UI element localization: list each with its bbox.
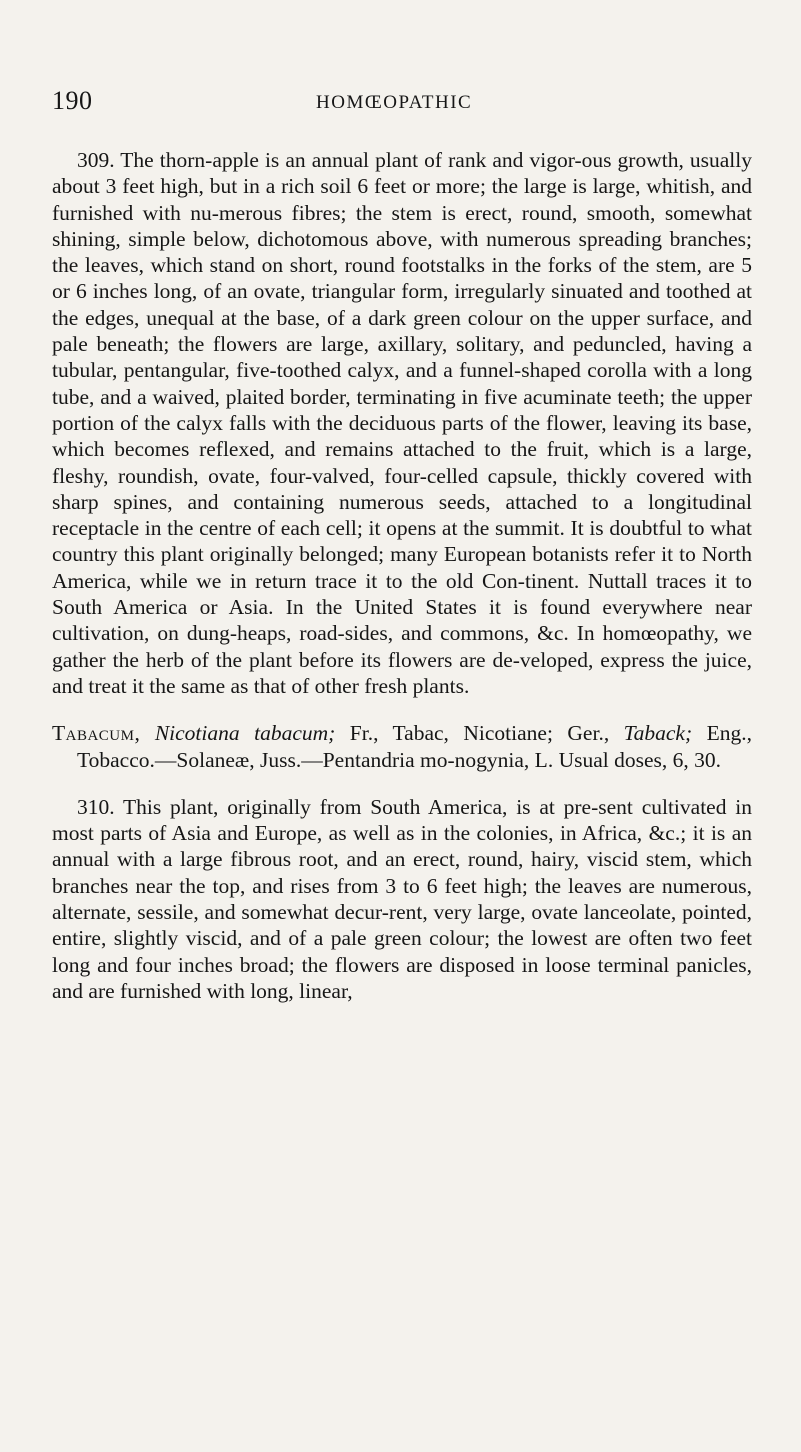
body-text <box>52 147 752 1004</box>
entry-tabacum <box>52 720 752 773</box>
page-number: 190 <box>52 86 93 115</box>
running-head <box>52 86 752 120</box>
paragraph-310: 310. This plant, originally from South America, is at pre-sent cultivated in most parts of Asia and Europe, as well as in the colonies, in Africa, &c.; it is an annual with a large fibrous root, and an erect, round, hairy, viscid stem, which branches near the top, and rises from 3 to 6 feet high; the leaves are numerous, alternate, sessile, and somewhat decur-rent, very large, ovate lanceolate, pointed, entire, slightly viscid, and of a pale green colour; the lowest are often two feet long and four inches broad; the flowers are disposed in loose terminal panicles, and are furnished with long, linear, <box>52 794 752 1003</box>
running-head-title: HOMŒOPATHIC <box>316 92 473 113</box>
entry-german-name: Taback; <box>623 721 693 746</box>
entry-details: Eng., Tobacco.—Solaneæ, Juss.—Pentandria mo-nogynia, L. Usual doses, 6, 30. <box>77 721 752 772</box>
entry-latin-name: Nicotiana tabacum; <box>154 721 336 746</box>
paragraph-309: 309. The thorn-apple is an annual plant of rank and vigor-ous growth, usually about 3 feet high, but in a rich soil 6 feet or more; the large is large, whitish, and furnished with nu-merous fibres; the stem is erect, round, smooth, somewhat shining, simple below, dichotomous above, with numerous spreading branches; the leaves, which stand on short, round footstalks in the forks of the stem, are 5 or 6 inches long, of an ovate, triangular form, irregularly sinuated and toothed at the edges, unequal at the base, of a dark green colour on the upper surface, and pale beneath; the flowers are large, axillary, solitary, and peduncled, having a tubular, pentangular, five-toothed calyx, and a funnel-shaped corolla with a long tube, and a waived, plaited border, terminating in five acuminate teeth; the upper portion of the calyx falls with the deciduous parts of the flower, leaving its base, which becomes reflexed, and remains attached to the fruit, which is a large, fleshy, roundish, ovate, four-valved, four-celled capsule, thickly covered with sharp spines, and containing numerous seeds, attached to a longitudinal receptacle in the centre of each cell; it opens at the summit. It is doubtful to what country this plant originally belonged; many European botanists refer it to North America, while we in return trace it to the old Con-tinent. Nuttall traces it to South America or Asia. In the United States it is found everywhere near cultivation, on dung-heaps, road-sides, and commons, &c. In homœopathy, we gather the herb of the plant before its flowers are de-veloped, express the juice, and treat it the same as that of other fresh plants. <box>52 148 752 698</box>
entry-french-name: Fr., Tabac, Nicotiane; Ger., <box>335 721 624 746</box>
entry-name: Tabacum, <box>52 721 141 746</box>
